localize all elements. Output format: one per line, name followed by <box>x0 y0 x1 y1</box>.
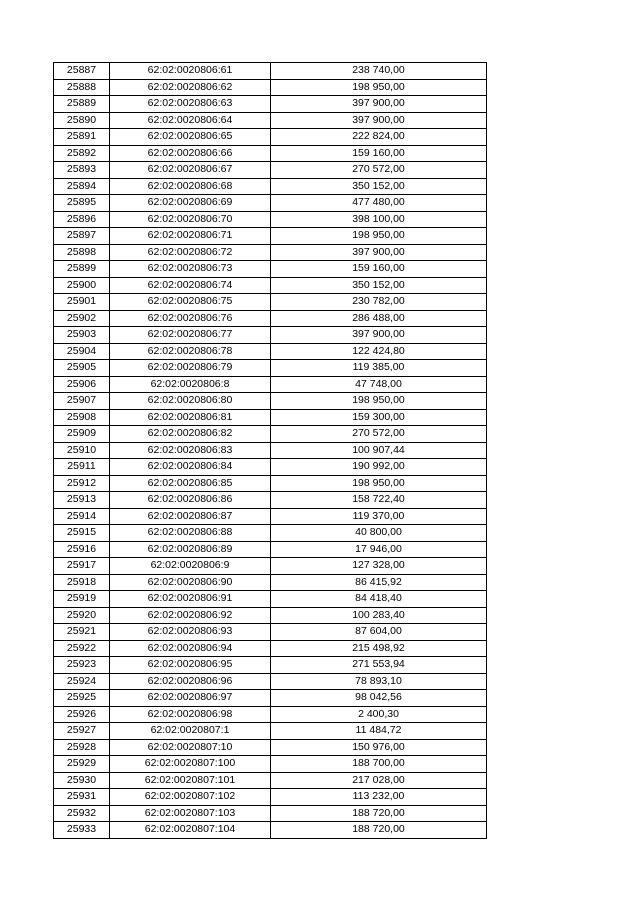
cadastral-value-cell: 113 232,00 <box>271 789 487 806</box>
table-row <box>54 112 487 129</box>
table-row <box>54 492 487 509</box>
table-row <box>54 228 487 245</box>
cadastral-number-cell: 62:02:0020807:102 <box>110 789 271 806</box>
cadastral-value-cell: 270 572,00 <box>271 162 487 179</box>
cadastral-number-cell: 62:02:0020806:9 <box>110 558 271 575</box>
row-number-cell: 25889 <box>54 96 110 113</box>
cadastral-value-cell: 190 992,00 <box>271 459 487 476</box>
row-number-cell: 25918 <box>54 574 110 591</box>
cadastral-number-cell: 62:02:0020806:72 <box>110 244 271 261</box>
cadastral-value-cell: 119 385,00 <box>271 360 487 377</box>
row-number-cell: 25924 <box>54 673 110 690</box>
table-row <box>54 706 487 723</box>
cadastral-number-cell: 62:02:0020806:65 <box>110 129 271 146</box>
cadastral-number-cell: 62:02:0020806:81 <box>110 409 271 426</box>
cadastral-value-table <box>53 62 487 839</box>
row-number-cell: 25904 <box>54 343 110 360</box>
table-row <box>54 640 487 657</box>
row-number-cell: 25902 <box>54 310 110 327</box>
row-number-cell: 25887 <box>54 63 110 80</box>
table-row <box>54 508 487 525</box>
cadastral-number-cell: 62:02:0020806:73 <box>110 261 271 278</box>
cadastral-number-cell: 62:02:0020806:68 <box>110 178 271 195</box>
table-row <box>54 772 487 789</box>
table-row <box>54 310 487 327</box>
table-row <box>54 459 487 476</box>
table-row <box>54 261 487 278</box>
cadastral-number-cell: 62:02:0020806:97 <box>110 690 271 707</box>
row-number-cell: 25891 <box>54 129 110 146</box>
cadastral-number-cell: 62:02:0020806:89 <box>110 541 271 558</box>
cadastral-number-cell: 62:02:0020806:91 <box>110 591 271 608</box>
row-number-cell: 25893 <box>54 162 110 179</box>
cadastral-value-cell: 159 300,00 <box>271 409 487 426</box>
table-row <box>54 789 487 806</box>
table-row <box>54 178 487 195</box>
row-number-cell: 25919 <box>54 591 110 608</box>
row-number-cell: 25915 <box>54 525 110 542</box>
table-row <box>54 162 487 179</box>
cadastral-value-cell: 158 722,40 <box>271 492 487 509</box>
cadastral-value-cell: 198 950,00 <box>271 79 487 96</box>
cadastral-value-cell: 40 800,00 <box>271 525 487 542</box>
cadastral-value-cell: 188 720,00 <box>271 805 487 822</box>
cadastral-number-cell: 62:02:0020806:61 <box>110 63 271 80</box>
row-number-cell: 25907 <box>54 393 110 410</box>
table-body <box>54 63 487 839</box>
cadastral-value-cell: 397 900,00 <box>271 112 487 129</box>
cadastral-value-cell: 222 824,00 <box>271 129 487 146</box>
row-number-cell: 25910 <box>54 442 110 459</box>
cadastral-value-cell: 47 748,00 <box>271 376 487 393</box>
table-row <box>54 244 487 261</box>
cadastral-value-cell: 398 100,00 <box>271 211 487 228</box>
cadastral-number-cell: 62:02:0020806:94 <box>110 640 271 657</box>
table-row <box>54 756 487 773</box>
row-number-cell: 25926 <box>54 706 110 723</box>
cadastral-value-cell: 350 152,00 <box>271 178 487 195</box>
cadastral-value-cell: 17 946,00 <box>271 541 487 558</box>
row-number-cell: 25909 <box>54 426 110 443</box>
cadastral-value-cell: 217 028,00 <box>271 772 487 789</box>
table-row <box>54 145 487 162</box>
table-row <box>54 607 487 624</box>
row-number-cell: 25930 <box>54 772 110 789</box>
cadastral-value-cell: 2 400,30 <box>271 706 487 723</box>
cadastral-value-cell: 188 700,00 <box>271 756 487 773</box>
row-number-cell: 25927 <box>54 723 110 740</box>
table-row <box>54 360 487 377</box>
table-row <box>54 376 487 393</box>
cadastral-value-cell: 198 950,00 <box>271 475 487 492</box>
cadastral-number-cell: 62:02:0020806:67 <box>110 162 271 179</box>
table-row <box>54 409 487 426</box>
row-number-cell: 25925 <box>54 690 110 707</box>
table-row <box>54 393 487 410</box>
row-number-cell: 25899 <box>54 261 110 278</box>
row-number-cell: 25929 <box>54 756 110 773</box>
cadastral-number-cell: 62:02:0020806:95 <box>110 657 271 674</box>
cadastral-value-cell: 397 900,00 <box>271 96 487 113</box>
row-number-cell: 25917 <box>54 558 110 575</box>
row-number-cell: 25912 <box>54 475 110 492</box>
row-number-cell: 25913 <box>54 492 110 509</box>
cadastral-value-cell: 215 498,92 <box>271 640 487 657</box>
table-row <box>54 739 487 756</box>
table-row <box>54 805 487 822</box>
cadastral-value-cell: 286 488,00 <box>271 310 487 327</box>
row-number-cell: 25888 <box>54 79 110 96</box>
cadastral-value-cell: 350 152,00 <box>271 277 487 294</box>
cadastral-number-cell: 62:02:0020806:70 <box>110 211 271 228</box>
row-number-cell: 25897 <box>54 228 110 245</box>
row-number-cell: 25911 <box>54 459 110 476</box>
row-number-cell: 25898 <box>54 244 110 261</box>
cadastral-number-cell: 62:02:0020806:75 <box>110 294 271 311</box>
cadastral-number-cell: 62:02:0020806:98 <box>110 706 271 723</box>
table-row <box>54 657 487 674</box>
cadastral-value-cell: 87 604,00 <box>271 624 487 641</box>
cadastral-value-cell: 100 283,40 <box>271 607 487 624</box>
cadastral-value-cell: 11 484,72 <box>271 723 487 740</box>
row-number-cell: 25896 <box>54 211 110 228</box>
row-number-cell: 25916 <box>54 541 110 558</box>
row-number-cell: 25921 <box>54 624 110 641</box>
cadastral-number-cell: 62:02:0020806:87 <box>110 508 271 525</box>
row-number-cell: 25914 <box>54 508 110 525</box>
row-number-cell: 25933 <box>54 822 110 839</box>
cadastral-number-cell: 62:02:0020806:66 <box>110 145 271 162</box>
cadastral-number-cell: 62:02:0020807:1 <box>110 723 271 740</box>
row-number-cell: 25890 <box>54 112 110 129</box>
cadastral-value-cell: 230 782,00 <box>271 294 487 311</box>
row-number-cell: 25895 <box>54 195 110 212</box>
table-row <box>54 63 487 80</box>
cadastral-number-cell: 62:02:0020806:79 <box>110 360 271 377</box>
row-number-cell: 25928 <box>54 739 110 756</box>
table-row <box>54 723 487 740</box>
row-number-cell: 25908 <box>54 409 110 426</box>
cadastral-number-cell: 62:02:0020806:77 <box>110 327 271 344</box>
cadastral-number-cell: 62:02:0020807:100 <box>110 756 271 773</box>
table-row <box>54 277 487 294</box>
cadastral-value-cell: 238 740,00 <box>271 63 487 80</box>
cadastral-number-cell: 62:02:0020806:86 <box>110 492 271 509</box>
table-row <box>54 673 487 690</box>
row-number-cell: 25901 <box>54 294 110 311</box>
cadastral-value-cell: 122 424,80 <box>271 343 487 360</box>
cadastral-value-cell: 150 976,00 <box>271 739 487 756</box>
table-row <box>54 591 487 608</box>
row-number-cell: 25931 <box>54 789 110 806</box>
cadastral-value-cell: 100 907,44 <box>271 442 487 459</box>
cadastral-number-cell: 62:02:0020806:96 <box>110 673 271 690</box>
cadastral-number-cell: 62:02:0020807:104 <box>110 822 271 839</box>
table-row <box>54 574 487 591</box>
cadastral-number-cell: 62:02:0020806:92 <box>110 607 271 624</box>
row-number-cell: 25922 <box>54 640 110 657</box>
row-number-cell: 25892 <box>54 145 110 162</box>
cadastral-value-cell: 198 950,00 <box>271 393 487 410</box>
row-number-cell: 25905 <box>54 360 110 377</box>
cadastral-number-cell: 62:02:0020806:88 <box>110 525 271 542</box>
row-number-cell: 25920 <box>54 607 110 624</box>
cadastral-number-cell: 62:02:0020806:83 <box>110 442 271 459</box>
cadastral-value-cell: 188 720,00 <box>271 822 487 839</box>
cadastral-number-cell: 62:02:0020806:8 <box>110 376 271 393</box>
cadastral-number-cell: 62:02:0020806:63 <box>110 96 271 113</box>
cadastral-number-cell: 62:02:0020806:76 <box>110 310 271 327</box>
row-number-cell: 25894 <box>54 178 110 195</box>
cadastral-value-cell: 127 328,00 <box>271 558 487 575</box>
row-number-cell: 25906 <box>54 376 110 393</box>
cadastral-number-cell: 62:02:0020806:62 <box>110 79 271 96</box>
row-number-cell: 25923 <box>54 657 110 674</box>
cadastral-number-cell: 62:02:0020806:69 <box>110 195 271 212</box>
table-row <box>54 822 487 839</box>
cadastral-value-cell: 271 553,94 <box>271 657 487 674</box>
table-row <box>54 211 487 228</box>
cadastral-value-cell: 159 160,00 <box>271 145 487 162</box>
cadastral-value-cell: 198 950,00 <box>271 228 487 245</box>
cadastral-number-cell: 62:02:0020806:82 <box>110 426 271 443</box>
cadastral-number-cell: 62:02:0020806:85 <box>110 475 271 492</box>
cadastral-number-cell: 62:02:0020806:64 <box>110 112 271 129</box>
cadastral-number-cell: 62:02:0020807:10 <box>110 739 271 756</box>
row-number-cell: 25932 <box>54 805 110 822</box>
table-row <box>54 558 487 575</box>
table-row <box>54 426 487 443</box>
table-row <box>54 690 487 707</box>
cadastral-value-cell: 86 415,92 <box>271 574 487 591</box>
cadastral-value-cell: 397 900,00 <box>271 244 487 261</box>
cadastral-number-cell: 62:02:0020806:78 <box>110 343 271 360</box>
row-number-cell: 25903 <box>54 327 110 344</box>
table-row <box>54 129 487 146</box>
cadastral-value-cell: 78 893,10 <box>271 673 487 690</box>
cadastral-number-cell: 62:02:0020806:93 <box>110 624 271 641</box>
table-row <box>54 541 487 558</box>
cadastral-value-cell: 270 572,00 <box>271 426 487 443</box>
cadastral-value-cell: 477 480,00 <box>271 195 487 212</box>
cadastral-number-cell: 62:02:0020806:84 <box>110 459 271 476</box>
cadastral-number-cell: 62:02:0020807:101 <box>110 772 271 789</box>
table-row <box>54 343 487 360</box>
table-row <box>54 96 487 113</box>
cadastral-number-cell: 62:02:0020806:74 <box>110 277 271 294</box>
table-row <box>54 294 487 311</box>
cadastral-value-cell: 84 418,40 <box>271 591 487 608</box>
cadastral-number-cell: 62:02:0020806:80 <box>110 393 271 410</box>
cadastral-number-cell: 62:02:0020806:90 <box>110 574 271 591</box>
table-row <box>54 442 487 459</box>
cadastral-value-cell: 98 042,56 <box>271 690 487 707</box>
table-row <box>54 624 487 641</box>
table-row <box>54 195 487 212</box>
table-row <box>54 475 487 492</box>
cadastral-value-cell: 397 900,00 <box>271 327 487 344</box>
cadastral-number-cell: 62:02:0020807:103 <box>110 805 271 822</box>
row-number-cell: 25900 <box>54 277 110 294</box>
cadastral-number-cell: 62:02:0020806:71 <box>110 228 271 245</box>
cadastral-value-cell: 159 160,00 <box>271 261 487 278</box>
table-row <box>54 525 487 542</box>
cadastral-value-cell: 119 370,00 <box>271 508 487 525</box>
table-row <box>54 327 487 344</box>
table-row <box>54 79 487 96</box>
